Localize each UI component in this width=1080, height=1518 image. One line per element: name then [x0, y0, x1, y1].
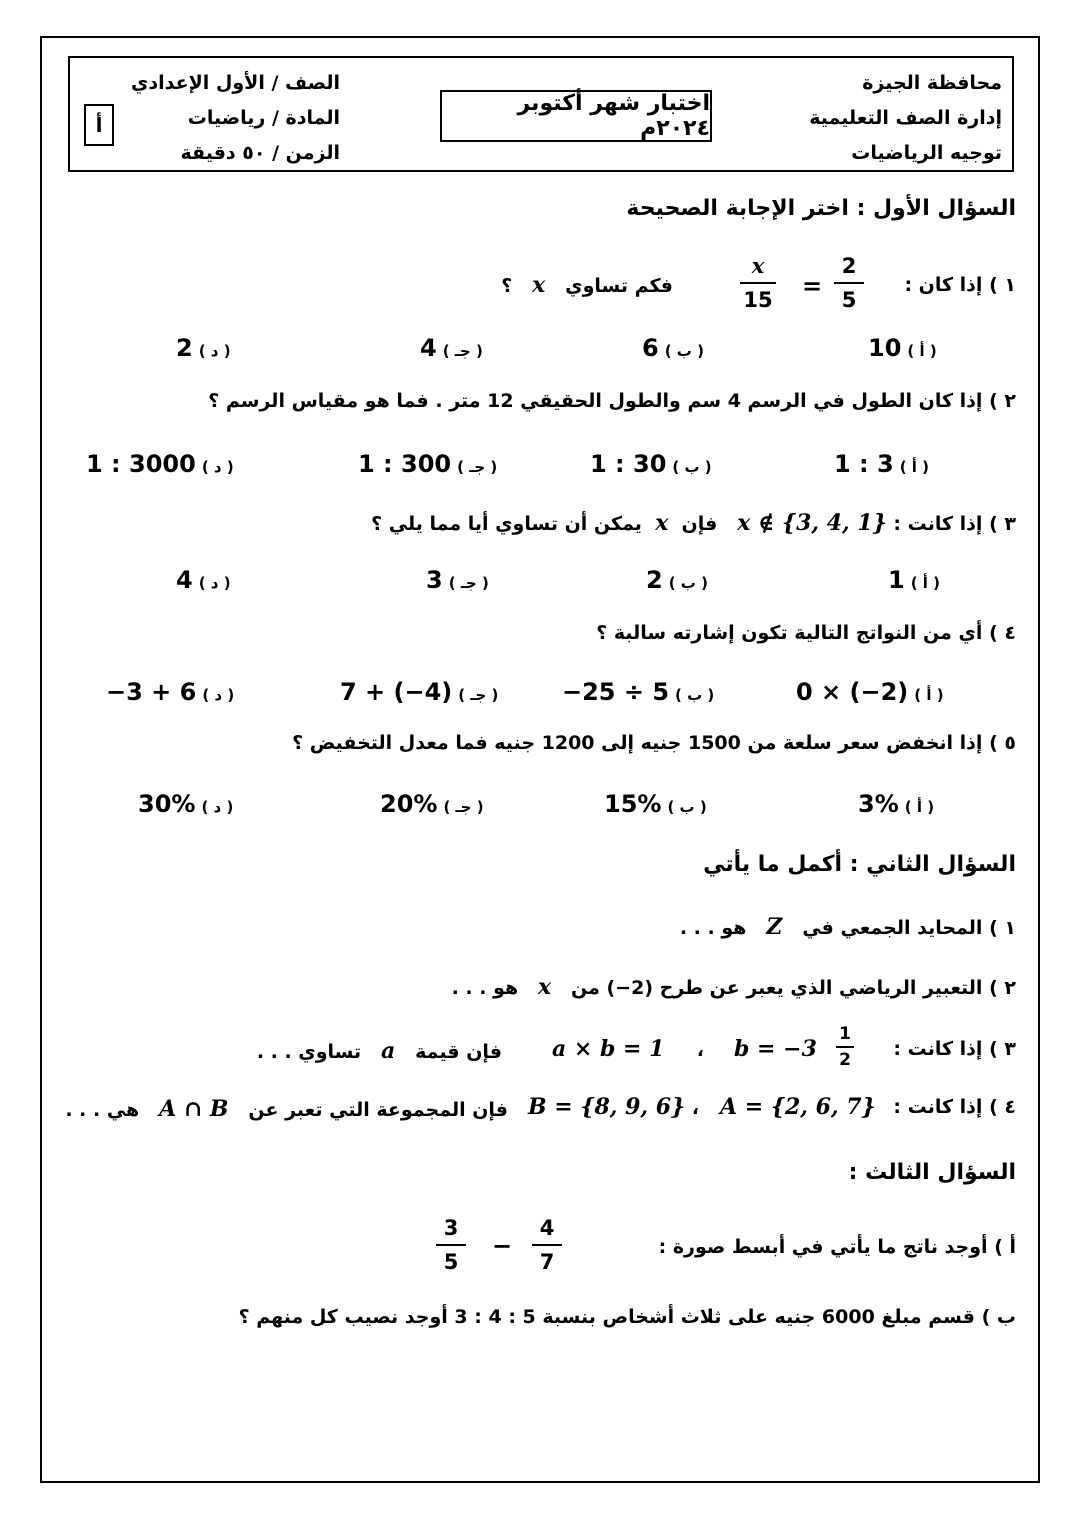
q1-item1-option-a[interactable]: 10 ( أ ) [868, 334, 937, 362]
q1-item1-question: فكم تساوي x ؟ [501, 272, 673, 298]
q2-item3-question: فإن قيمة a تساوي . . . [256, 1038, 502, 1064]
q1-item3-option-a[interactable]: 1 ( أ ) [888, 566, 941, 594]
governorate: محافظة الجيزة [862, 72, 1002, 94]
grade: الصف / الأول الإعدادي [130, 72, 340, 94]
q1-item4-question: ٤ ) أي من النواتج التالية تكون إشارته سالبة ؟ [596, 622, 1016, 644]
administration: إدارة الصف التعليمية [809, 107, 1002, 129]
exam-header [68, 56, 1014, 172]
q1-item4-option-c[interactable]: 7 + (−4) ( جـ ) [340, 678, 499, 706]
q3-part-a-minus: − [492, 1232, 513, 1260]
q2-item2: ٢ ) التعبير الرياضي الذي يعبر عن طرح (2−) من x هو . . . [451, 974, 1016, 1000]
q3-part-b: ب ) قسم مبلغ 6000 جنيه على ثلاث أشخاص بنسبة 5 : 4 : 3 أوجد نصيب كل منهم ؟ [238, 1306, 1016, 1328]
q1-item1-option-b[interactable]: 6 ( ب ) [642, 334, 704, 362]
q2-item4-question: فإن المجموعة التي تعبر عن A ∩ B هي . . . [65, 1096, 508, 1122]
exam-title: اختبار شهر أكتوبر ٢٠٢٤م [440, 90, 712, 142]
q2-heading: السؤال الثاني : أكمل ما يأتي [703, 852, 1016, 877]
q2-item4-set-a: A = {2, 6, 7} [720, 1094, 876, 1120]
q1-item3-question: ٣ ) إذا كانت : x ∉ {3, 4, 1} فإن x يمكن أن تساوي أيا مما يلي ؟ [371, 510, 1016, 536]
q1-item3-option-c[interactable]: 3 ( جـ ) [426, 566, 489, 594]
q2-item3-b-value: b = −3 [734, 1036, 817, 1062]
subject: المادة / رياضيات [187, 107, 340, 129]
q3-heading: السؤال الثالث : [848, 1160, 1016, 1185]
q3-part-a-fraction1: 4 7 [532, 1214, 562, 1276]
q2-item4-prefix: ٤ ) إذا كانت : [893, 1096, 1016, 1118]
header-left-block [110, 66, 340, 171]
q2-item1: ١ ) المحايد الجمعي في Z هو . . . [679, 914, 1016, 940]
q1-item2-question: ٢ ) إذا كان الطول في الرسم 4 سم والطول الحقيقي 12 متر . فما هو مقياس الرسم ؟ [208, 390, 1016, 412]
q1-item1-prefix: ١ ) إذا كان : [904, 274, 1016, 296]
q2-item3-mixed-fraction: 1 2 [836, 1024, 854, 1070]
q1-item5-option-c[interactable]: 20% ( جـ ) [380, 790, 484, 818]
q1-item1-fraction-right: x 15 [740, 252, 776, 314]
q1-item5-option-d[interactable]: 30% ( د ) [138, 790, 234, 818]
q1-item2-option-b[interactable]: 1 : 30 ( ب ) [590, 450, 712, 478]
duration: الزمن / ٥٠ دقيقة [180, 142, 340, 164]
q1-item1-equals: = [802, 272, 823, 300]
q1-item5-option-b[interactable]: 15% ( ب ) [604, 790, 707, 818]
q1-item5-option-a[interactable]: 3% ( أ ) [858, 790, 935, 818]
q2-item3-prefix: ٣ ) إذا كانت : [893, 1038, 1016, 1060]
model-letter: أ [84, 104, 114, 146]
q1-item3-option-b[interactable]: 2 ( ب ) [646, 566, 708, 594]
q1-item5-question: ٥ ) إذا انخفض سعر سلعة من 1500 جنيه إلى 1200 جنيه فما معدل التخفيض ؟ [292, 732, 1016, 754]
q1-item4-option-b[interactable]: −25 ÷ 5 ( ب ) [562, 678, 715, 706]
q1-item3-option-d[interactable]: 4 ( د ) [176, 566, 231, 594]
q2-item4-separator: ، [692, 1098, 699, 1119]
q3-part-a-fraction2: 3 5 [436, 1214, 466, 1276]
q1-item2-option-d[interactable]: 1 : 3000 ( د ) [86, 450, 234, 478]
q2-item3-separator: ، [697, 1040, 704, 1061]
q1-item1-option-d[interactable]: 2 ( د ) [176, 334, 231, 362]
q2-item4-set-b: B = {8, 9, 6} [528, 1094, 686, 1120]
q3-part-a-text: أ ) أوجد ناتج ما يأتي في أبسط صورة : [658, 1236, 1016, 1258]
q1-item1-option-c[interactable]: 4 ( جـ ) [420, 334, 483, 362]
q1-item4-option-d[interactable]: −3 + 6 ( د ) [106, 678, 235, 706]
q1-item2-option-c[interactable]: 1 : 300 ( جـ ) [358, 450, 498, 478]
q1-heading: السؤال الأول : اختر الإجابة الصحيحة [626, 196, 1016, 221]
exam-page [40, 36, 1040, 1483]
q1-item1-fraction-left: 2 5 [834, 252, 864, 314]
department: توجيه الرياضيات [851, 142, 1002, 164]
q1-item4-option-a[interactable]: 0 × (−2) ( أ ) [796, 678, 944, 706]
q2-item3-product: a × b = 1 [552, 1036, 665, 1062]
header-right-block [809, 66, 1002, 171]
q1-item2-option-a[interactable]: 1 : 3 ( أ ) [834, 450, 930, 478]
